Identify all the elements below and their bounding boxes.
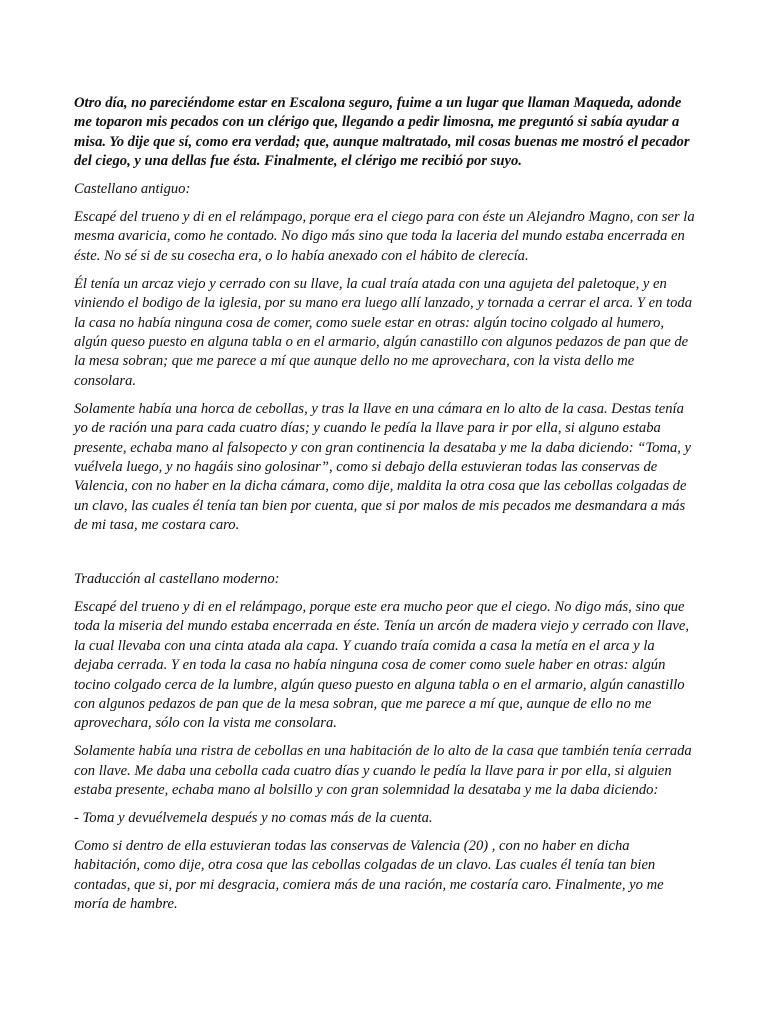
old-paragraph-1: Escapé del trueno y di en el relámpago, porque era el ciego para con éste un Alejandro Magno, con ser la mesma avaricia, como he contado. No digo más sino que toda la laceria del mundo estaba encerrada en éste. No sé si de su cosecha era, o lo había anexado con el hábito de clerecía. bbox=[74, 209, 695, 264]
intro-paragraph: Otro día, no pareciéndome estar en Escalona seguro, fuime a un lugar que llaman Maqueda, adonde me toparon mis pecados con un clérigo que, llegando a pedir limosna, me preguntó si sabía ayudar a misa. Yo dije que sí, como era verdad; que, aunque maltratado, mil cosas buenas me mostró el pecador del ciego, y una dellas fue ésta. Finalmente, el clérigo me recibió por suyo. bbox=[74, 95, 690, 170]
modern-paragraph-2: Solamente había una ristra de cebollas en una habitación de lo alto de la casa que también tenía cerrada con llave. Me daba una cebolla cada cuatro días y cuando le pedía la llave para ir por ella, si alguien estaba presente, echaba mano al bolsillo y con gran solemnidad la desataba y me la daba diciendo: bbox=[74, 743, 692, 799]
old-paragraph-2: Él tenía un arcaz viejo y cerrado con su llave, la cual traía atada con una agujeta del paletoque, y en viniendo el bodigo de la iglesia, por su mano era luego allí lanzado, y tornada a cerrar el arca. Y en toda la casa no había ninguna cosa de comer, como suele estar en otras: algún tocino colgado al humero, algún queso puesto en alguna tabla o en el armario, algún canastillo con algunos pedazos de pan que de la mesa sobran; que me parece a mí que aunque dello no me aprovechara, con la vista dello me consolara. bbox=[74, 275, 693, 389]
section-spacer bbox=[74, 544, 696, 570]
modern-paragraph-1: Escapé del trueno y di en el relámpago, porque este era mucho peor que el ciego. No digo más, sino que toda la miseria del mundo estaba encerrada en éste. Tenía un arcón de madera viejo y cerrado con llave, la cual llevaba con una cinta atada ala capa. Y cuando traía comida a casa la metía en el arca y la dejaba cerrada. Y en toda la casa no había ninguna cosa de comer como suele haber en otras: algún tocino colgado cerca de la lumbre, algún queso puesto en alguna tabla o en el armario, algún canastillo con algunos pedazos de pan que de la mesa sobran, que me parece a mí que, aunque de ello no me aprovechara, sólo con la vista me consolara. bbox=[74, 598, 689, 732]
old-castilian-heading: Castellano antiguo: bbox=[74, 181, 191, 198]
modern-paragraph-4: Como si dentro de ella estuvieran todas las conservas de Valencia (20) , con no haber en dicha habitación, como dije, otra cosa que las cebollas colgadas de un clavo. Las cuales él tenía tan bien contadas, que si, por mi desgracia, comiera más de una ración, me costaría caro. Finalmente, yo me moría de hambre. bbox=[74, 837, 664, 913]
modern-translation-heading: Traducción al castellano moderno: bbox=[74, 571, 280, 588]
old-paragraph-3: Solamente había una horca de cebollas, y tras la llave en una cámara en lo alto de la casa. Destas tenía yo de ración una para cada cuatro días; y cuando le pedía la llave para ir por ella, si alguno estaba presente, echaba mano al falsopecto y con gran continencia la desataba y me la daba diciendo: “Toma, y vuélvela luego, y no hagáis sino golosinar”, como si debajo della estuvieran todas las conservas de Valencia, con no haber en la dicha cámara, como dije, maldita la otra cosa que las cebollas colgadas de un clavo, las cuales él tenía tan bien por cuenta, que si por malos de mis pecados me desmandara a más de mi tasa, me costara caro. bbox=[74, 400, 692, 534]
document-page bbox=[74, 94, 696, 923]
modern-dialogue-line: - Toma y devuélvemela después y no comas más de la cuenta. bbox=[74, 810, 433, 826]
